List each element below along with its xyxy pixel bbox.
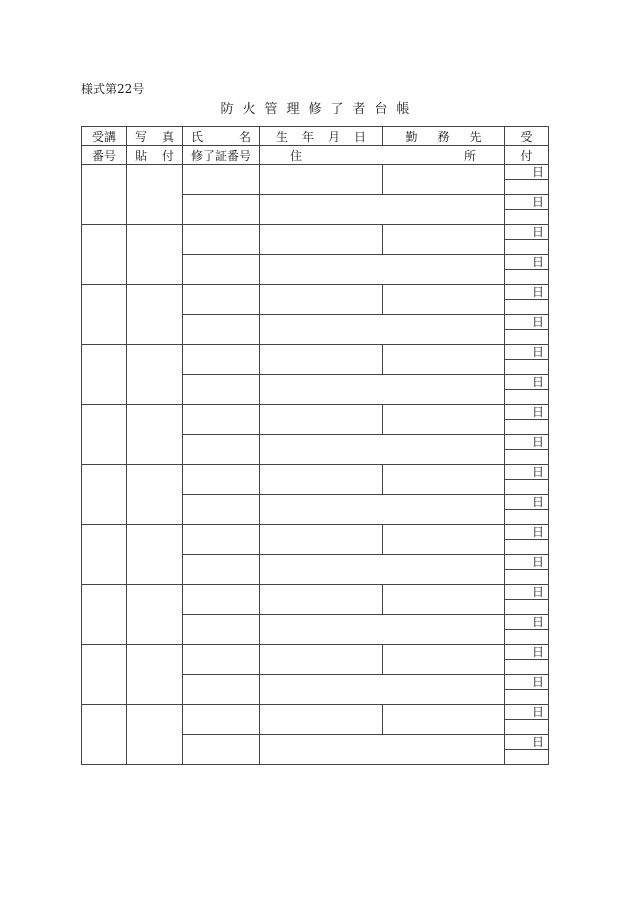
form-number: 様式第22号 <box>81 82 145 96</box>
header-receipt-label-1: 受 <box>520 129 533 144</box>
receipt-blank-cell <box>505 180 549 195</box>
receipt-blank-cell <box>505 720 549 735</box>
reception-number-cell <box>82 465 127 525</box>
receipt-day-cell <box>505 435 549 450</box>
receipt-day-label: 日 <box>531 585 544 599</box>
birthdate-cell <box>260 585 383 615</box>
birthdate-cell <box>260 705 383 735</box>
header-birth-label: 生年月日 <box>275 129 380 144</box>
address-cell <box>260 435 505 465</box>
name-cell <box>183 585 260 615</box>
photo-cell <box>127 165 183 225</box>
workplace-cell <box>383 165 505 195</box>
workplace-cell <box>383 405 505 435</box>
header-address-label-2: 所 <box>463 148 476 163</box>
receipt-day-cell <box>505 645 549 660</box>
reception-number-cell <box>82 165 127 225</box>
certificate-number-cell <box>183 735 260 765</box>
photo-cell <box>127 585 183 645</box>
receipt-day-cell <box>505 495 549 510</box>
receipt-day-label: 日 <box>531 285 544 299</box>
receipt-blank-cell <box>505 630 549 645</box>
receipt-day-cell <box>505 225 549 240</box>
birthdate-cell <box>260 345 383 375</box>
reception-number-cell <box>82 525 127 585</box>
entry-row <box>82 645 549 660</box>
ledger-table <box>81 126 549 765</box>
photo-cell <box>127 645 183 705</box>
receipt-day-label: 日 <box>531 435 544 449</box>
receipt-blank-cell <box>505 420 549 435</box>
receipt-day-label: 日 <box>531 555 544 569</box>
birthdate-cell <box>260 525 383 555</box>
header-address <box>260 146 505 165</box>
receipt-day-label: 日 <box>531 645 544 659</box>
receipt-blank-cell <box>505 450 549 465</box>
ledger-body <box>82 127 549 765</box>
certificate-number-cell <box>183 495 260 525</box>
name-cell <box>183 525 260 555</box>
reception-number-cell <box>82 345 127 405</box>
receipt-day-label: 日 <box>531 345 544 359</box>
receipt-day-label: 日 <box>531 465 544 479</box>
receipt-day-label: 日 <box>531 495 544 509</box>
receipt-day-cell <box>505 735 549 750</box>
header-row-1 <box>82 127 549 146</box>
address-cell <box>260 315 505 345</box>
photo-cell <box>127 345 183 405</box>
header-receipt-label-2: 付 <box>520 148 533 163</box>
reception-number-cell <box>82 705 127 765</box>
reception-number-cell <box>82 285 127 345</box>
header-row-2 <box>82 146 549 165</box>
receipt-day-cell <box>505 375 549 390</box>
certificate-number-cell <box>183 555 260 585</box>
header-certificate <box>183 146 260 165</box>
workplace-cell <box>383 585 505 615</box>
header-photo <box>127 127 183 146</box>
birthdate-cell <box>260 645 383 675</box>
receipt-day-label: 日 <box>531 225 544 239</box>
header-receipt <box>505 127 549 146</box>
address-cell <box>260 555 505 585</box>
receipt-blank-cell <box>505 600 549 615</box>
header-name-label-1: 氏 <box>191 129 204 144</box>
name-cell <box>183 225 260 255</box>
header-birth <box>260 127 383 146</box>
receipt-day-cell <box>505 345 549 360</box>
photo-cell <box>127 405 183 465</box>
photo-cell <box>127 225 183 285</box>
photo-cell <box>127 525 183 585</box>
page-title: 防火管理修了者台帳 <box>220 102 419 117</box>
header-reception <box>82 127 127 146</box>
receipt-day-label: 日 <box>531 255 544 269</box>
receipt-day-cell <box>505 525 549 540</box>
receipt-day-label: 日 <box>531 705 544 719</box>
receipt-blank-cell <box>505 750 549 765</box>
birthdate-cell <box>260 405 383 435</box>
receipt-blank-cell <box>505 240 549 255</box>
receipt-day-label: 日 <box>531 615 544 629</box>
receipt-blank-cell <box>505 360 549 375</box>
receipt-day-cell <box>505 405 549 420</box>
entry-row <box>82 585 549 600</box>
receipt-day-cell <box>505 675 549 690</box>
receipt-day-cell <box>505 255 549 270</box>
name-cell <box>183 705 260 735</box>
entry-row <box>82 285 549 300</box>
entry-row <box>82 165 549 180</box>
receipt-day-cell <box>505 165 549 180</box>
header-name-label-2: 名 <box>238 129 251 144</box>
photo-cell <box>127 465 183 525</box>
birthdate-cell <box>260 165 383 195</box>
entry-row <box>82 225 549 240</box>
name-cell <box>183 345 260 375</box>
header-address-label-1: 住 <box>290 148 303 163</box>
certificate-number-cell <box>183 675 260 705</box>
receipt-day-label: 日 <box>531 375 544 389</box>
address-cell <box>260 675 505 705</box>
address-cell <box>260 255 505 285</box>
reception-number-cell <box>82 585 127 645</box>
name-cell <box>183 465 260 495</box>
receipt-blank-cell <box>505 690 549 705</box>
header-photo-label-2: 真 <box>161 129 174 144</box>
receipt-day-cell <box>505 315 549 330</box>
entry-row <box>82 465 549 480</box>
receipt-blank-cell <box>505 330 549 345</box>
workplace-cell <box>383 345 505 375</box>
receipt-day-cell <box>505 465 549 480</box>
receipt-day-cell <box>505 555 549 570</box>
receipt-blank-cell <box>505 570 549 585</box>
entry-row <box>82 525 549 540</box>
reception-number-cell <box>82 405 127 465</box>
header-reception-label: 受講 <box>91 129 116 144</box>
birthdate-cell <box>260 225 383 255</box>
header-number-label: 番号 <box>91 148 116 163</box>
receipt-blank-cell <box>505 660 549 675</box>
workplace-cell <box>383 645 505 675</box>
receipt-day-cell <box>505 705 549 720</box>
header-affix-label-1: 貼 <box>135 148 148 163</box>
receipt-day-cell <box>505 285 549 300</box>
header-receipt-2 <box>505 146 549 165</box>
header-workplace-label: 勤務先 <box>405 129 502 144</box>
reception-number-cell <box>82 225 127 285</box>
receipt-day-cell <box>505 195 549 210</box>
photo-cell <box>127 705 183 765</box>
workplace-cell <box>383 225 505 255</box>
entry-row <box>82 705 549 720</box>
birthdate-cell <box>260 465 383 495</box>
receipt-blank-cell <box>505 270 549 285</box>
name-cell <box>183 405 260 435</box>
receipt-blank-cell <box>505 480 549 495</box>
receipt-blank-cell <box>505 390 549 405</box>
name-cell <box>183 285 260 315</box>
entry-row <box>82 405 549 420</box>
entry-row <box>82 345 549 360</box>
address-cell <box>260 195 505 225</box>
receipt-blank-cell <box>505 210 549 225</box>
receipt-day-label: 日 <box>531 735 544 749</box>
certificate-number-cell <box>183 615 260 645</box>
address-cell <box>260 735 505 765</box>
certificate-number-cell <box>183 435 260 465</box>
header-name <box>183 127 260 146</box>
workplace-cell <box>383 705 505 735</box>
header-photo-label-1: 写 <box>135 129 148 144</box>
receipt-day-label: 日 <box>531 525 544 539</box>
certificate-number-cell <box>183 255 260 285</box>
receipt-day-cell <box>505 585 549 600</box>
receipt-day-label: 日 <box>531 165 544 179</box>
header-affix <box>127 146 183 165</box>
address-cell <box>260 615 505 645</box>
workplace-cell <box>383 285 505 315</box>
header-certificate-label: 修了証番号 <box>191 148 252 163</box>
photo-cell <box>127 285 183 345</box>
address-cell <box>260 495 505 525</box>
receipt-day-cell <box>505 615 549 630</box>
receipt-day-label: 日 <box>531 675 544 689</box>
name-cell <box>183 165 260 195</box>
certificate-number-cell <box>183 315 260 345</box>
receipt-day-label: 日 <box>531 315 544 329</box>
receipt-day-label: 日 <box>531 405 544 419</box>
receipt-day-label: 日 <box>531 195 544 209</box>
name-cell <box>183 645 260 675</box>
receipt-blank-cell <box>505 540 549 555</box>
workplace-cell <box>383 465 505 495</box>
address-cell <box>260 375 505 405</box>
certificate-number-cell <box>183 195 260 225</box>
reception-number-cell <box>82 645 127 705</box>
certificate-number-cell <box>183 375 260 405</box>
receipt-blank-cell <box>505 300 549 315</box>
receipt-blank-cell <box>505 510 549 525</box>
workplace-cell <box>383 525 505 555</box>
birthdate-cell <box>260 285 383 315</box>
header-affix-label-2: 付 <box>161 148 174 163</box>
header-number <box>82 146 127 165</box>
header-workplace <box>383 127 505 146</box>
